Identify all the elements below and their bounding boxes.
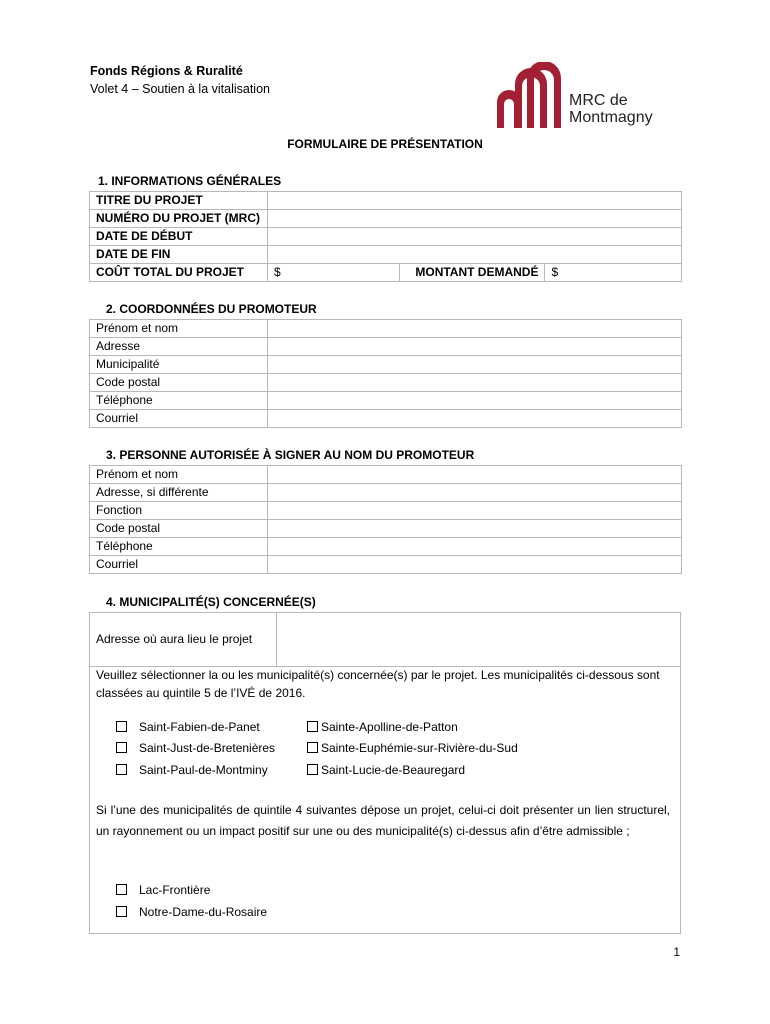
signatory-address-field[interactable] <box>267 484 681 502</box>
field-label: Prénom et nom <box>90 320 268 338</box>
table-row <box>90 556 682 574</box>
project-address-row <box>90 613 680 667</box>
selection-instructions: Veuillez sélectionner la ou les municipalité(s) concernée(s) par le projet. Les municipalités ci-dessous sont classées au quintile 5 de l’IVÉ de 2016. <box>96 668 660 700</box>
checkbox-icon[interactable] <box>116 721 127 732</box>
project-title-field[interactable] <box>267 192 681 210</box>
checkbox-icon[interactable] <box>116 906 127 917</box>
start-date-field[interactable] <box>267 228 681 246</box>
signatory-function-field[interactable] <box>267 502 681 520</box>
table-row <box>90 392 682 410</box>
table-row <box>90 374 682 392</box>
field-label: Téléphone <box>90 392 268 410</box>
promoter-municipality-field[interactable] <box>267 356 681 374</box>
table-row <box>90 484 682 502</box>
field-label: Adresse <box>90 338 268 356</box>
section3-title: 3. PERSONNE AUTORISÉE À SIGNER AU NOM DU PROMOTEUR <box>106 448 475 462</box>
promoter-address-field[interactable] <box>267 338 681 356</box>
form-title: FORMULAIRE DE PRÉSENTATION <box>287 137 483 151</box>
checkbox-saint-lucie-de-beauregard[interactable]: Saint-Lucie-de-Beauregard <box>307 763 465 777</box>
table-row <box>90 338 682 356</box>
field-label: Municipalité <box>90 356 268 374</box>
field-label: MONTANT DEMANDÉ <box>399 264 545 282</box>
requested-amount-field[interactable]: $ <box>545 264 682 282</box>
table-row <box>90 264 682 282</box>
signatory-name-field[interactable] <box>267 466 681 484</box>
table-row <box>90 502 682 520</box>
field-label: Adresse, si différente <box>90 484 268 502</box>
promoter-phone-field[interactable] <box>267 392 681 410</box>
table-row <box>90 246 682 264</box>
table-row <box>90 228 682 246</box>
project-address-field[interactable] <box>277 613 680 666</box>
checkbox-lac-frontiere[interactable]: Lac-Frontière <box>116 883 210 897</box>
page-number: 1 <box>673 945 680 959</box>
section4-title: 4. MUNICIPALITÉ(S) CONCERNÉE(S) <box>106 595 316 609</box>
checkbox-saint-fabien-de-panet[interactable]: Saint-Fabien-de-Panet <box>116 720 260 734</box>
field-label: NUMÉRO DU PROJET (MRC) <box>90 210 268 228</box>
fund-title: Fonds Régions & Ruralité <box>90 64 243 78</box>
section1-title: 1. INFORMATIONS GÉNÉRALES <box>98 174 282 188</box>
table-row <box>90 410 682 428</box>
signatory-postal-code-field[interactable] <box>267 520 681 538</box>
quintile4-text: Si l’une des municipalités de quintile 4 suivantes dépose un projet, celui-ci doit présenter un lien structurel, un rayonnement ou un impact positif sur une ou des municipalité(s) ci-dessus afin d’être admissible ; <box>96 803 670 838</box>
checkbox-icon[interactable] <box>307 742 318 753</box>
table-row <box>90 192 682 210</box>
promoter-table <box>89 319 682 428</box>
field-label: DATE DE FIN <box>90 246 268 264</box>
signatory-phone-field[interactable] <box>267 538 681 556</box>
promoter-name-field[interactable] <box>267 320 681 338</box>
field-label: Téléphone <box>90 538 268 556</box>
table-row <box>90 210 682 228</box>
field-label: COÛT TOTAL DU PROJET <box>90 264 268 282</box>
promoter-postal-code-field[interactable] <box>267 374 681 392</box>
checkbox-icon[interactable] <box>307 764 318 775</box>
field-label: TITRE DU PROJET <box>90 192 268 210</box>
table-row <box>90 356 682 374</box>
checkbox-icon[interactable] <box>307 721 318 732</box>
table-row <box>90 538 682 556</box>
checkbox-saint-just-de-bretenieres[interactable]: Saint-Just-de-Bretenières <box>116 741 275 755</box>
checkbox-notre-dame-du-rosaire[interactable]: Notre-Dame-du-Rosaire <box>116 905 267 919</box>
checkbox-sainte-euphemie-sur-riviere-du-sud[interactable]: Sainte-Euphémie-sur-Rivière-du-Sud <box>307 741 518 755</box>
mrc-logo-mark-icon <box>497 62 567 128</box>
checkbox-sainte-apolline-de-patton[interactable]: Sainte-Apolline-de-Patton <box>307 720 458 734</box>
field-label: Prénom et nom <box>90 466 268 484</box>
total-cost-field[interactable]: $ <box>267 264 399 282</box>
checkbox-icon[interactable] <box>116 742 127 753</box>
field-label: Fonction <box>90 502 268 520</box>
table-row <box>90 520 682 538</box>
fund-subtitle: Volet 4 – Soutien à la vitalisation <box>90 82 270 96</box>
general-info-table <box>89 191 682 282</box>
field-label: Courriel <box>90 556 268 574</box>
field-label: Code postal <box>90 520 268 538</box>
section2-title: 2. COORDONNÉES DU PROMOTEUR <box>106 302 317 316</box>
signatory-email-field[interactable] <box>267 556 681 574</box>
mrc-logo <box>497 62 672 128</box>
promoter-email-field[interactable] <box>267 410 681 428</box>
field-label: DATE DE DÉBUT <box>90 228 268 246</box>
field-label: Courriel <box>90 410 268 428</box>
mrc-logo-text: MRC de Montmagny <box>569 92 653 126</box>
table-row <box>90 320 682 338</box>
field-label: Code postal <box>90 374 268 392</box>
field-label: Adresse où aura lieu le projet <box>96 632 253 646</box>
signatory-table <box>89 465 682 574</box>
project-number-field[interactable] <box>267 210 681 228</box>
table-row <box>90 466 682 484</box>
checkbox-icon[interactable] <box>116 764 127 775</box>
municipalities-box <box>89 612 681 934</box>
end-date-field[interactable] <box>267 246 681 264</box>
checkbox-icon[interactable] <box>116 884 127 895</box>
checkbox-saint-paul-de-montminy[interactable]: Saint-Paul-de-Montminy <box>116 763 268 777</box>
